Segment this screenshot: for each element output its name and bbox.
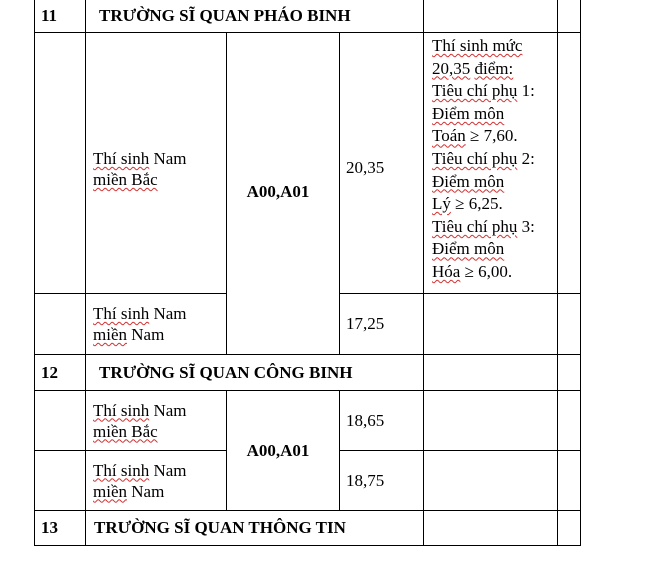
empty-cell (35, 391, 86, 451)
note-text: Điểm môn (432, 239, 505, 259)
note-text: điểm: (474, 58, 514, 78)
row-number: 11 (35, 0, 86, 33)
empty-cell (558, 391, 581, 451)
note-text: ≥ 6,00. (464, 261, 513, 281)
empty-cell (35, 294, 86, 355)
score: 18,65 (340, 391, 424, 451)
table-row (35, 391, 581, 451)
school-name: TRƯỜNG SĨ QUAN CÔNG BINH (86, 355, 424, 391)
note-text: ≥ 6,25. (455, 194, 503, 214)
empty-cell (558, 355, 581, 391)
empty-cell (35, 451, 86, 511)
score: 20,35 (340, 33, 424, 294)
subject-combination: A00,A01 (246, 182, 310, 201)
candidate-text: miền Bắc (93, 170, 158, 189)
school-name: TRƯỜNG SĨ QUAN THÔNG TIN (86, 511, 424, 546)
candidate-text: Nam (131, 481, 165, 501)
note-text: Toán (432, 126, 466, 146)
note-text: 20,35 (432, 58, 471, 78)
note-text: Điểm môn (432, 171, 505, 191)
table-row (35, 0, 581, 33)
table-row (35, 355, 581, 391)
empty-cell (558, 294, 581, 355)
candidate-text: miền Bắc (93, 421, 158, 441)
note-text: Lý (432, 194, 451, 214)
empty-cell (558, 451, 581, 511)
empty-cell (558, 33, 581, 294)
subject-combination: A00,A01 (227, 391, 340, 511)
empty-cell (424, 451, 558, 511)
candidate-group (86, 451, 227, 511)
admission-score-table (34, 0, 581, 546)
candidate-group (86, 391, 227, 451)
note-text: Tiêu chí phụ (432, 148, 518, 168)
empty-cell (424, 0, 558, 33)
table-row (35, 511, 581, 546)
candidate-text: Thí sinh (93, 400, 150, 420)
empty-cell (424, 355, 558, 391)
note-text: 1: (521, 81, 535, 101)
empty-cell (558, 0, 581, 33)
candidate-group (86, 33, 227, 294)
note-text: Hóa (432, 261, 461, 281)
note-text: Thí sinh mức (432, 36, 523, 55)
candidate-text: Thí sinh (93, 460, 150, 480)
candidate-text: Nam (153, 304, 187, 323)
note-text: 2: (521, 148, 535, 168)
empty-cell (424, 294, 558, 355)
candidate-text: Thí sinh (93, 304, 150, 323)
score: 18,75 (340, 451, 424, 511)
empty-cell (35, 33, 86, 294)
note-text: Tiêu chí phụ (432, 81, 518, 101)
note-text: Điểm môn (432, 103, 505, 123)
empty-cell (424, 511, 558, 546)
empty-cell (424, 391, 558, 451)
empty-cell (558, 511, 581, 546)
candidate-text: Nam (131, 325, 165, 344)
school-name: TRƯỜNG SĨ QUAN PHÁO BINH (86, 0, 424, 33)
score: 17,25 (340, 294, 424, 355)
candidate-text: miền (93, 325, 127, 344)
candidate-text: miền (93, 481, 127, 501)
note-text: 3: (521, 216, 535, 236)
candidate-group (86, 294, 227, 355)
note-text: Tiêu chí phụ (432, 216, 518, 236)
candidate-text: Nam (153, 400, 187, 420)
tiebreak-note (424, 33, 558, 294)
candidate-text: Nam (153, 460, 187, 480)
row-number: 12 (35, 355, 86, 391)
note-text: ≥ 7,60. (470, 126, 518, 146)
candidate-text: Thí sinh (93, 149, 150, 168)
row-number: 13 (35, 511, 86, 546)
table-row (35, 33, 581, 294)
candidate-text: Nam (153, 149, 187, 168)
subject-combination-cell (227, 33, 340, 355)
